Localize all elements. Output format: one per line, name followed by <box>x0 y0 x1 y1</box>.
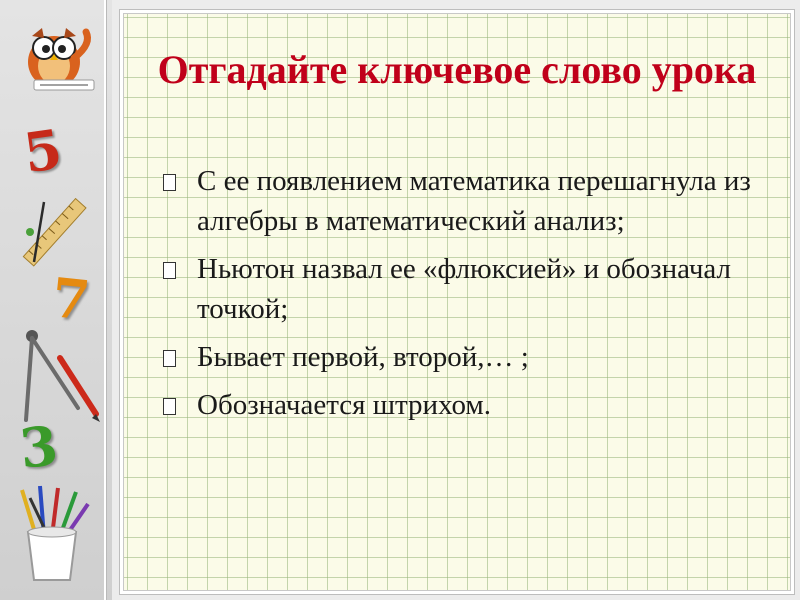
bullet-list <box>161 161 781 433</box>
number-five-decoration: 5 <box>19 116 66 186</box>
number-three-decoration: 3 <box>16 413 61 481</box>
list-item <box>161 385 781 425</box>
bullet-box-icon <box>163 174 176 191</box>
list-item <box>161 161 781 241</box>
grid-paper <box>120 10 794 594</box>
bullet-box-icon <box>163 350 176 367</box>
bullet-text: Обозначается штрихом. <box>197 389 492 421</box>
list-item <box>161 249 781 329</box>
slide-title: Отгадайте ключевое слово урока <box>157 47 757 92</box>
number-seven-decoration: 7 <box>48 265 93 333</box>
content-panel <box>112 0 800 600</box>
list-item <box>161 337 781 377</box>
bullet-box-icon <box>163 262 176 279</box>
pencil-cup-icon <box>14 484 94 584</box>
left-divider <box>104 0 106 600</box>
compass-icon <box>16 328 102 424</box>
bullet-text: С ее появлением математика перешагнула из алгебры в математический анализ; <box>197 165 751 237</box>
ruler-icon <box>14 192 94 274</box>
bullet-text: Бывает первой, второй,… ; <box>197 341 529 373</box>
bullet-text: Ньютон назвал ее «флюксией» и обозначал точкой; <box>197 253 732 325</box>
left-decoration-strip <box>0 0 108 600</box>
owl-icon <box>14 14 100 94</box>
bullet-box-icon <box>163 398 176 415</box>
